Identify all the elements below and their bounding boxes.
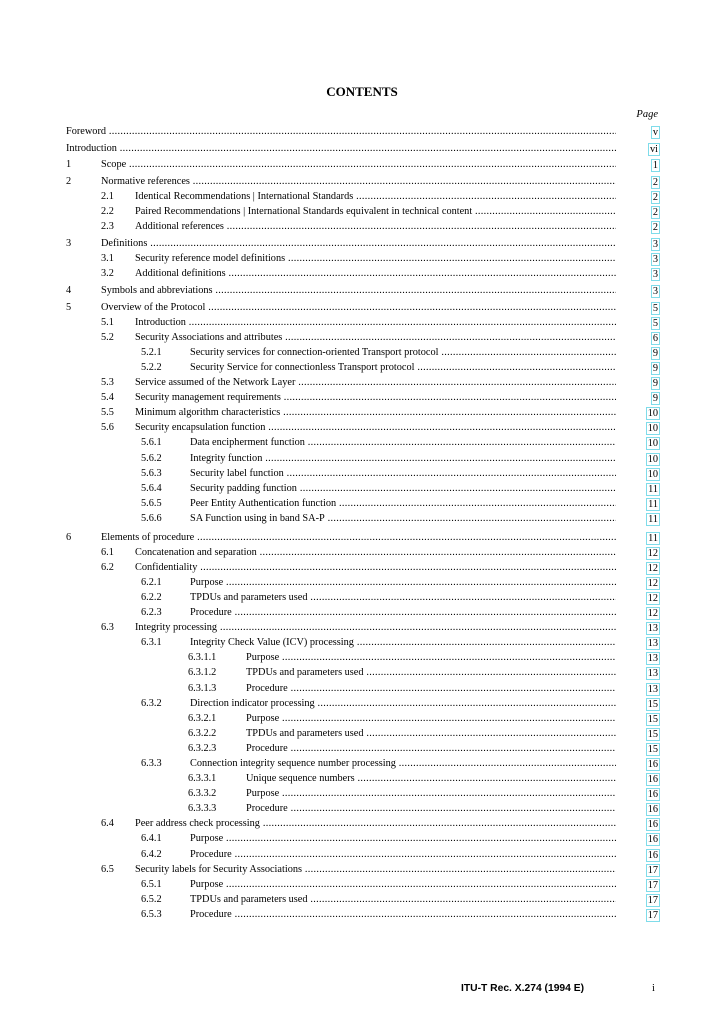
toc-page-link[interactable]: 13 bbox=[647, 668, 658, 680]
toc-entry-number: 5.2.1 bbox=[141, 346, 162, 358]
toc-entry-number: 6.3.3.1 bbox=[188, 773, 217, 785]
toc-page-link[interactable]: 3 bbox=[652, 285, 658, 297]
toc-entry-number: 6.2.1 bbox=[141, 576, 162, 588]
toc-entry-title: Definitions ..... bbox=[101, 236, 616, 251]
toc-entry[interactable] bbox=[66, 786, 660, 801]
toc-entry-number: 6.3.2 bbox=[141, 697, 162, 709]
toc-page-link[interactable]: 10 bbox=[647, 453, 658, 465]
toc-entry-number: 6 bbox=[66, 531, 72, 543]
toc-entry-number: 4 bbox=[66, 284, 72, 296]
toc-page-link[interactable]: 13 bbox=[647, 623, 658, 635]
toc-entry[interactable] bbox=[66, 283, 660, 298]
toc-page-link[interactable]: 12 bbox=[647, 592, 658, 604]
toc-entry[interactable] bbox=[66, 635, 660, 650]
toc-page-link[interactable]: 17 bbox=[647, 864, 658, 876]
toc-page-link[interactable]: 16 bbox=[647, 849, 658, 861]
toc-entry-number: 5.1 bbox=[101, 316, 114, 328]
toc-page-link[interactable]: 3 bbox=[652, 239, 658, 251]
toc-entry-title: Elements of procedure ..... bbox=[101, 530, 616, 545]
toc-entry-number: 6.3.1.2 bbox=[188, 667, 217, 679]
toc-entry-title: Normative references ..... bbox=[101, 174, 616, 189]
toc-entry-number: 5.3 bbox=[101, 377, 114, 389]
toc-entry-number: 2 bbox=[66, 176, 72, 188]
toc-page-link[interactable]: 2 bbox=[652, 222, 658, 234]
toc-entry[interactable] bbox=[66, 696, 660, 711]
toc-page-link[interactable]: 12 bbox=[647, 547, 658, 559]
toc-entry[interactable] bbox=[66, 771, 660, 786]
toc-entry-title: Security Associations and attributes ..... bbox=[135, 330, 616, 345]
toc-entry-number: 6.1 bbox=[101, 546, 114, 558]
toc-page-link[interactable]: 6 bbox=[652, 332, 658, 344]
toc-page-link[interactable]: 2 bbox=[652, 192, 658, 204]
toc-entry[interactable] bbox=[66, 650, 660, 665]
toc-entry-title: Security label function ..... bbox=[190, 466, 616, 481]
toc-entry[interactable] bbox=[66, 251, 660, 266]
toc-entry-title: Procedure ..... bbox=[190, 847, 616, 862]
toc-entry-title: Purpose ..... bbox=[246, 711, 616, 726]
toc-entry[interactable] bbox=[66, 511, 660, 526]
toc-entry[interactable] bbox=[66, 451, 660, 466]
toc-page-link[interactable]: 16 bbox=[647, 789, 658, 801]
toc-page-link[interactable]: 9 bbox=[652, 347, 658, 359]
toc-entry-title: Scope ..... bbox=[101, 157, 616, 172]
toc-page-link[interactable]: 16 bbox=[647, 834, 658, 846]
toc-page-link[interactable]: v bbox=[652, 127, 658, 138]
toc-entry-title: Peer Entity Authentication function ..... bbox=[190, 496, 616, 511]
toc-page-link[interactable]: 15 bbox=[647, 743, 658, 755]
toc-entry-title: Additional definitions ..... bbox=[135, 266, 616, 281]
toc-page-link[interactable]: 3 bbox=[652, 254, 658, 266]
toc-entry-number: 6.3.3.2 bbox=[188, 788, 217, 800]
toc-page-link[interactable]: 16 bbox=[647, 819, 658, 831]
toc-entry[interactable] bbox=[66, 711, 660, 726]
toc-entry-number: 5 bbox=[66, 301, 72, 313]
toc-entry-title: Concatenation and separation ..... bbox=[135, 545, 616, 560]
toc-entry-number: 6.2 bbox=[101, 561, 114, 573]
toc-entry[interactable] bbox=[66, 375, 660, 390]
toc-entry-title: Procedure ..... bbox=[246, 801, 616, 816]
toc-page-link[interactable]: 1 bbox=[652, 160, 658, 172]
toc-page-link[interactable]: 12 bbox=[647, 608, 658, 620]
toc-entry[interactable] bbox=[66, 496, 660, 511]
toc-entry[interactable] bbox=[66, 345, 660, 360]
toc-page-link[interactable]: 9 bbox=[652, 362, 658, 374]
toc-entry-number: 5.2.2 bbox=[141, 361, 162, 373]
toc-entry-title: Procedure ..... bbox=[246, 741, 616, 756]
toc-entry-number: 6.3.1.1 bbox=[188, 652, 217, 664]
toc-page-link[interactable]: 5 bbox=[652, 302, 658, 314]
toc-entry[interactable] bbox=[66, 141, 660, 156]
toc-page-link[interactable]: 15 bbox=[647, 713, 658, 725]
toc-page-link[interactable]: 2 bbox=[652, 207, 658, 219]
toc-entry-title: Security labels for Security Associations ..... bbox=[135, 862, 616, 877]
toc-page-link[interactable]: 12 bbox=[647, 562, 658, 574]
toc-page-link[interactable]: 16 bbox=[647, 774, 658, 786]
toc-entry-title: Integrity function ..... bbox=[190, 451, 616, 466]
toc-entry-title: Identical Recommendations | International Standards ..... bbox=[135, 189, 616, 204]
toc-entry[interactable] bbox=[66, 801, 660, 816]
toc-entry-title: Peer address check processing ..... bbox=[135, 816, 616, 831]
toc-entry[interactable] bbox=[66, 124, 660, 139]
toc-page-link[interactable]: 5 bbox=[652, 317, 658, 329]
toc-entry[interactable] bbox=[66, 590, 660, 605]
toc-entry-title: Purpose ..... bbox=[190, 831, 616, 846]
toc-entry-number: 6.2.2 bbox=[141, 591, 162, 603]
toc-entry-title: Security encapsulation function ..... bbox=[135, 420, 616, 435]
toc-entry-title: Procedure ..... bbox=[190, 605, 616, 620]
toc-page-link[interactable]: 2 bbox=[652, 177, 658, 189]
toc-entry-title: TPDUs and parameters used ..... bbox=[190, 590, 616, 605]
toc-entry-number: 6.3.2.3 bbox=[188, 742, 217, 754]
toc-entry-title: Purpose ..... bbox=[190, 877, 616, 892]
toc-page-link[interactable]: 10 bbox=[647, 468, 658, 480]
toc-entry-number: 5.6.3 bbox=[141, 467, 162, 479]
toc-entry-title: Purpose ..... bbox=[246, 786, 616, 801]
toc-entry-number: 5.6.2 bbox=[141, 452, 162, 464]
toc-page-link[interactable]: 15 bbox=[647, 698, 658, 710]
toc-entry[interactable] bbox=[66, 620, 660, 635]
toc-entry[interactable] bbox=[66, 174, 660, 189]
toc-entry[interactable] bbox=[66, 560, 660, 575]
toc-entry-title: Paired Recommendations | International Standards equivalent in technical content ..... bbox=[135, 204, 616, 219]
toc-entry-number: 5.6.4 bbox=[141, 482, 162, 494]
toc-page-link[interactable]: 9 bbox=[652, 393, 658, 405]
toc-entry[interactable] bbox=[66, 545, 660, 560]
toc-page-link[interactable]: 13 bbox=[647, 653, 658, 665]
toc-page-link[interactable]: vi bbox=[649, 143, 658, 155]
toc-entry[interactable] bbox=[66, 266, 660, 281]
toc-entry[interactable] bbox=[66, 862, 660, 877]
toc-entry[interactable] bbox=[66, 330, 660, 345]
toc-entry-number: 6.5 bbox=[101, 863, 114, 875]
toc-entry-title: Procedure ..... bbox=[246, 681, 616, 696]
toc-entry[interactable] bbox=[66, 466, 660, 481]
toc-entry-title: Introduction ..... bbox=[135, 315, 616, 330]
toc-entry[interactable] bbox=[66, 189, 660, 204]
toc-entry-number: 5.6 bbox=[101, 422, 114, 434]
toc-entry[interactable] bbox=[66, 877, 660, 892]
toc-entry-number: 6.5.2 bbox=[141, 893, 162, 905]
toc-entry-title: Security reference model definitions ..... bbox=[135, 251, 616, 266]
toc-entry-title: Security services for connection-oriented Transport protocol ..... bbox=[190, 345, 616, 360]
toc-page-link[interactable]: 15 bbox=[647, 728, 658, 740]
toc-entry-number: 6.5.1 bbox=[141, 878, 162, 890]
toc-entry[interactable] bbox=[66, 892, 660, 907]
toc-entry-number: 6.5.3 bbox=[141, 908, 162, 920]
toc-entry[interactable] bbox=[66, 300, 660, 315]
toc-page-link[interactable]: 10 bbox=[647, 438, 658, 450]
toc-page-link[interactable]: 11 bbox=[648, 513, 658, 525]
toc-page-link[interactable]: 11 bbox=[648, 483, 658, 495]
toc-entry[interactable] bbox=[66, 204, 660, 219]
toc-entry-title: Confidentiality ..... bbox=[135, 560, 616, 575]
toc-entry-title: Introduction ..... bbox=[66, 141, 616, 156]
toc-entry-number: 6.4 bbox=[101, 818, 114, 830]
toc-entry-number: 3.2 bbox=[101, 268, 114, 280]
toc-entry-number: 6.3.2.1 bbox=[188, 712, 217, 724]
toc-entry-number: 5.6.6 bbox=[141, 512, 162, 524]
toc-entry-title: Unique sequence numbers ..... bbox=[246, 771, 616, 786]
toc-entry-title: SA Function using in band SA-P ..... bbox=[190, 511, 616, 526]
toc-page-link[interactable]: 10 bbox=[647, 408, 658, 420]
toc-entry[interactable] bbox=[66, 157, 660, 172]
toc-entry[interactable] bbox=[66, 435, 660, 450]
toc-page-link[interactable]: 9 bbox=[652, 378, 658, 390]
toc-entry[interactable] bbox=[66, 236, 660, 251]
toc-entry[interactable] bbox=[66, 665, 660, 680]
toc-entry[interactable] bbox=[66, 315, 660, 330]
toc-entry-title: Data encipherment function ..... bbox=[190, 435, 616, 450]
toc-entry-title: Security Service for connectionless Transport protocol ..... bbox=[190, 360, 616, 375]
toc-page-link[interactable]: 16 bbox=[647, 759, 658, 770]
toc-entry-number: 6.4.2 bbox=[141, 848, 162, 860]
toc-page-link[interactable]: 17 bbox=[647, 909, 658, 921]
toc-entry-title: Security padding function ..... bbox=[190, 481, 616, 496]
toc-entry-title: Service assumed of the Network Layer ..... bbox=[135, 375, 616, 390]
toc-entry-title: Additional references ..... bbox=[135, 219, 616, 234]
toc-entry[interactable] bbox=[66, 816, 660, 831]
toc-entry[interactable] bbox=[66, 481, 660, 496]
toc-entry-number: 6.4.1 bbox=[141, 833, 162, 845]
toc-entry-number: 3.1 bbox=[101, 253, 114, 265]
footer-reference: ITU-T Rec. X.274 (1994 E) bbox=[461, 983, 585, 994]
toc-entry-number: 5.6.1 bbox=[141, 437, 162, 449]
toc-entry-number: 6.3.3.3 bbox=[188, 803, 217, 815]
toc-entry[interactable] bbox=[66, 741, 660, 756]
toc-entry-number: 3 bbox=[66, 238, 72, 250]
toc-entry-title: TPDUs and parameters used ..... bbox=[190, 892, 616, 907]
toc-page-link[interactable]: 10 bbox=[647, 423, 658, 435]
toc-entry-title: Connection integrity sequence number processing ..... bbox=[190, 756, 616, 771]
toc-entry-number: 5.6.5 bbox=[141, 497, 162, 509]
toc-entry-title: TPDUs and parameters used ..... bbox=[246, 726, 616, 741]
toc-entry[interactable] bbox=[66, 530, 660, 545]
toc-entry-title: Integrity processing ..... bbox=[135, 620, 616, 635]
toc-entry-number: 6.3.1.3 bbox=[188, 682, 217, 694]
toc-page-link[interactable]: 3 bbox=[652, 269, 658, 281]
toc-entry-number: 6.2.3 bbox=[141, 607, 162, 619]
toc-entry-title: Foreword ..... bbox=[66, 124, 616, 139]
toc-entry-title: Minimum algorithm characteristics ..... bbox=[135, 405, 616, 420]
toc-entry-title: Procedure ..... bbox=[190, 907, 616, 922]
toc-entry-title: Integrity Check Value (ICV) processing ..... bbox=[190, 635, 616, 650]
toc-entry-number: 5.4 bbox=[101, 392, 114, 404]
toc-entry-number: 5.2 bbox=[101, 331, 114, 343]
toc-entry-number: 5.5 bbox=[101, 407, 114, 419]
toc-entry[interactable] bbox=[66, 405, 660, 420]
toc-entry-number: 2.3 bbox=[101, 221, 114, 233]
toc-entry-number: 6.3.2.2 bbox=[188, 727, 217, 739]
toc-entry[interactable] bbox=[66, 847, 660, 862]
table-of-contents bbox=[66, 124, 660, 922]
toc-entry-number: 6.3 bbox=[101, 622, 114, 634]
toc-entry-title: Security management requirements ..... bbox=[135, 390, 616, 405]
toc-page-link[interactable]: 12 bbox=[647, 577, 658, 589]
page-column-heading: Page bbox=[636, 109, 658, 120]
toc-entry[interactable] bbox=[66, 360, 660, 375]
toc-entry-number: 6.3.3 bbox=[141, 758, 162, 769]
toc-entry[interactable] bbox=[66, 756, 660, 771]
toc-entry[interactable] bbox=[66, 605, 660, 620]
toc-entry-number: 1 bbox=[66, 159, 72, 171]
toc-entry-title: Overview of the Protocol ..... bbox=[101, 300, 616, 315]
toc-entry-title: Purpose ..... bbox=[190, 575, 616, 590]
toc-page-link[interactable]: 11 bbox=[648, 498, 658, 510]
toc-page-link[interactable]: 16 bbox=[647, 804, 658, 816]
toc-page-link[interactable]: 13 bbox=[647, 683, 658, 695]
toc-entry-number: 6.3.1 bbox=[141, 637, 162, 649]
toc-entry[interactable] bbox=[66, 420, 660, 435]
toc-entry-number: 2.2 bbox=[101, 206, 114, 218]
toc-entry[interactable] bbox=[66, 219, 660, 234]
toc-page-link[interactable]: 17 bbox=[647, 879, 658, 891]
toc-page-link[interactable]: 17 bbox=[647, 894, 658, 906]
document-title: CONTENTS bbox=[326, 84, 398, 99]
toc-page-link[interactable]: 13 bbox=[647, 638, 658, 650]
toc-entry-number: 2.1 bbox=[101, 191, 114, 203]
toc-entry[interactable] bbox=[66, 831, 660, 846]
toc-entry-title: Symbols and abbreviations ..... bbox=[101, 283, 616, 298]
toc-entry-title: TPDUs and parameters used ..... bbox=[246, 665, 616, 680]
toc-entry[interactable] bbox=[66, 575, 660, 590]
footer-page-number: i bbox=[652, 983, 655, 994]
toc-entry[interactable] bbox=[66, 681, 660, 696]
toc-entry[interactable] bbox=[66, 390, 660, 405]
toc-entry[interactable] bbox=[66, 907, 660, 922]
toc-entry-title: Purpose ..... bbox=[246, 650, 616, 665]
toc-entry[interactable] bbox=[66, 726, 660, 741]
toc-entry-title: Direction indicator processing ..... bbox=[190, 696, 616, 711]
toc-page-link[interactable]: 11 bbox=[648, 532, 658, 544]
